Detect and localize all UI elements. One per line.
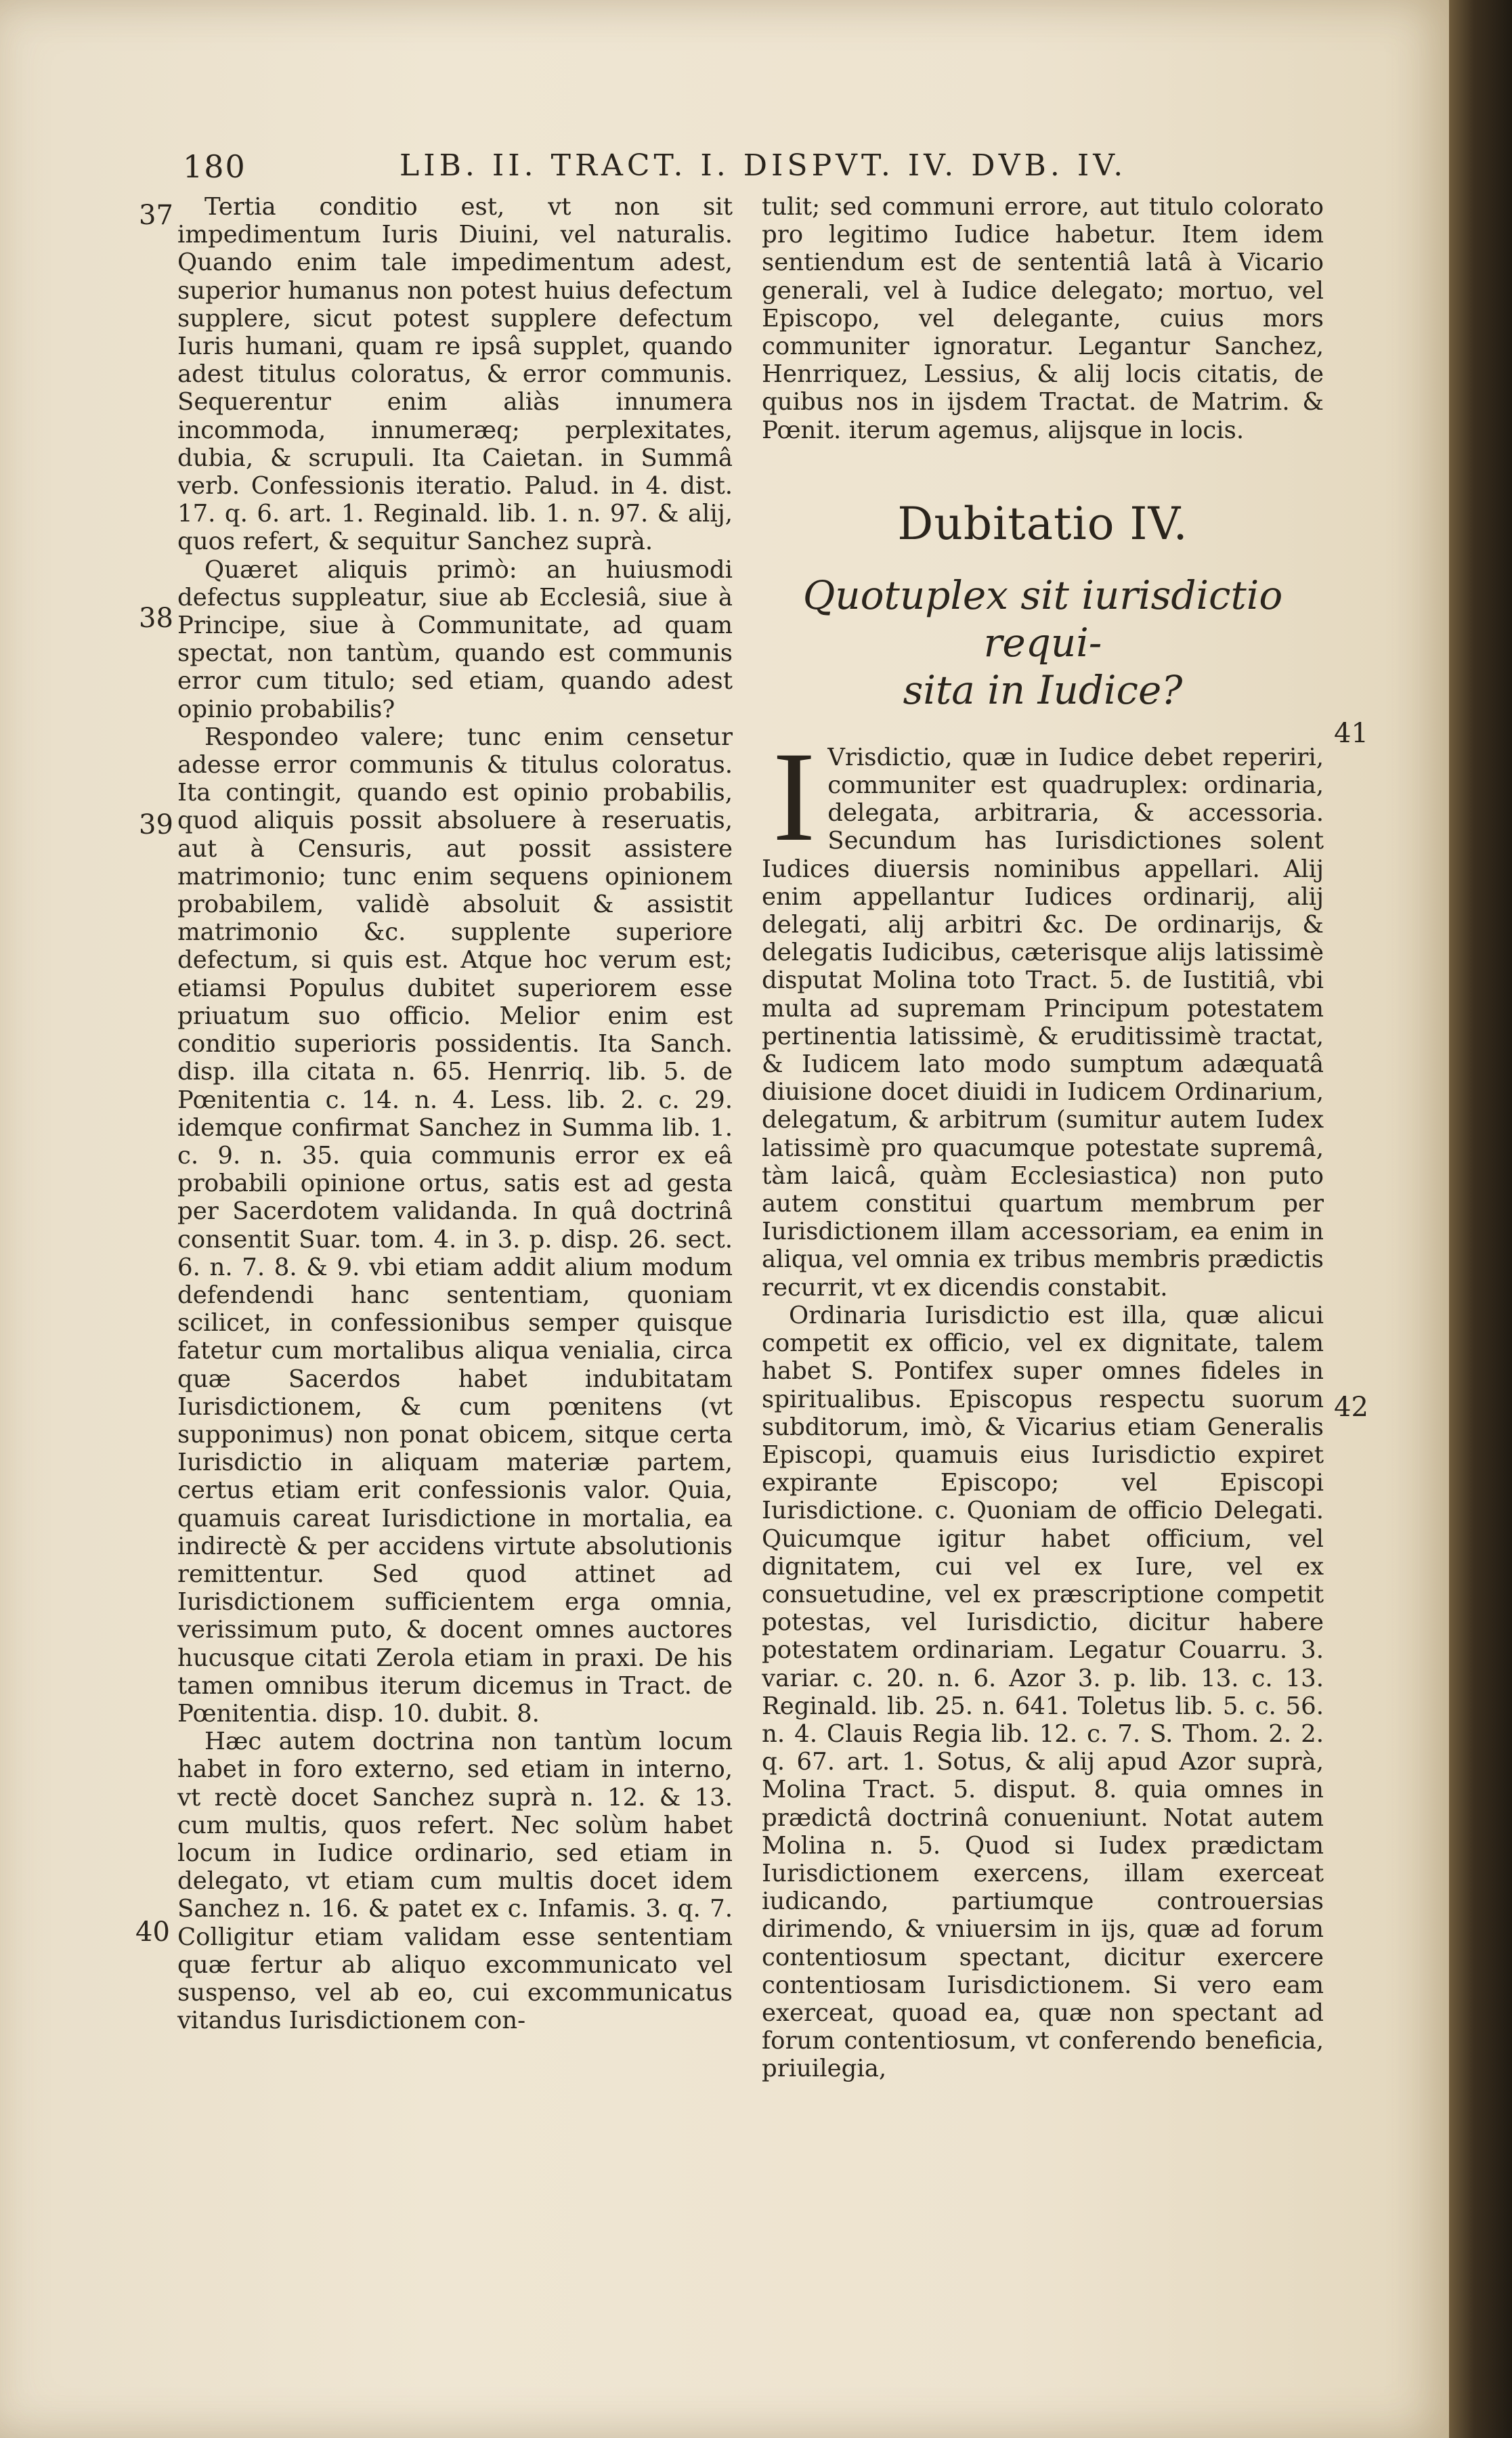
subheading-line-1: Quotuplex sit iurisdictio requi- bbox=[802, 572, 1283, 666]
margin-number-37: 37 bbox=[139, 200, 173, 231]
page-number: 180 bbox=[183, 148, 246, 185]
right-column bbox=[762, 193, 1324, 2083]
paragraph-41-block bbox=[762, 725, 1324, 1302]
running-head: LIB. II. TRACT. I. DISPVT. IV. DVB. IV. bbox=[399, 148, 1127, 183]
book-gutter bbox=[1449, 0, 1512, 2438]
paragraph-40: Hæc autem doctrina non tantùm locum habet in foro externo, sed etiam in interno, vt rectè docet Sanchez suprà n. 12. & 13. cum multis, quos refert. Nec solùm habet locum in Iudice ordinario, sed etiam in delegato, vt etiam cum multis docet idem Sanchez n. 16. & patet ex c. Infamis. 3. q. 7. Colligitur etiam validam esse sententiam quæ fertur ab aliquo excommunicato vel suspenso, vel ab eo, cui excommunicatus vitandus Iurisdictionem con- bbox=[177, 1728, 733, 2035]
margin-number-38: 38 bbox=[139, 603, 173, 634]
subheading-line-2: sita in Iudice? bbox=[903, 666, 1183, 713]
section-heading: Dubitatio IV. bbox=[897, 497, 1188, 550]
margin-number-40: 40 bbox=[135, 1917, 170, 1948]
paragraph-continued: tulit; sed communi errore, aut titulo colorato pro legitimo Iudice habetur. Item idem sentiendum est de sententiâ latâ à Vicario generali, vel à Iudice delegato; mortuo, vel Episcopo, vel delegante, cuius mors communiter ignoratur. Legantur Sanchez, Henrriquez, Lessius, & alij locis citatis, de quibus nos in ijsdem Tractat. de Matrim. & Pœnit. iterum agemus, alijsque in locis. bbox=[762, 193, 1324, 444]
margin-number-41: 41 bbox=[1334, 718, 1368, 749]
running-header bbox=[183, 146, 1239, 193]
margin-number-42: 42 bbox=[1334, 1392, 1368, 1423]
paragraph-38: Quæret aliquis primò: an huiusmodi defectus suppleatur, siue ab Ecclesiâ, siue à Principe, siue à Communitate, ad quam spectat, non tantùm, quando est communis error cum titulo; sed etiam, quando adest opinio probabilis? bbox=[177, 555, 733, 723]
drop-cap: I bbox=[773, 725, 816, 868]
paragraph-42: Ordinaria Iurisdictio est illa, quæ alicui competit ex officio, vel ex dignitate, talem habet S. Pontifex super omnes fideles in spiritualibus. Episcopus respectu suorum subditorum, imò, & Vicarius etiam Generalis Episcopi, quamuis eius Iurisdictio expiret expirante Episcopo; vel Episcopi Iurisdictione. c. Quoniam de officio Delegati. Quicumque igitur habet officium, vel dignitatem, cui vel ex Iure, vel ex consuetudine, vel ex præscriptione competit potestas, vel Iurisdictio, dicitur habere potestatem ordinariam. Legatur Couarru. 3. variar. c. 20. n. 6. Azor 3. p. lib. 13. c. 13. Reginald. lib. 25. n. 641. Toletus lib. 5. c. 56. n. 4. Clauis Regia lib. 12. c. 7. S. Thom. 2. 2. q. 67. art. 1. Sotus, & alij apud Azor suprà, Molina Tract. 5. disput. 8. quia omnes in prædictâ doctrinâ conueniunt. Notat autem Molina n. 5. Quod si Iudex prædictam Iurisdictionem exercens, illam exerceat iudicando, partiumque controuersias dirimendo, & vniuersim in ijs, quæ ad forum contentiosum spectant, dicitur exercere contentiosam Iurisdictionem. Si vero eam exerceat, quoad ea, quæ non spectant ad forum contentiosum, vt conferendo beneficia, priuilegia, bbox=[762, 1301, 1324, 2083]
paragraph-37: Tertia conditio est, vt non sit impedimentum Iuris Diuini, vel naturalis. Quando enim tale impedimentum adest, superior humanus non potest huius defectum supplere, sicut potest supplere defectum Iuris humani, quam re ipsâ supplet, quando adest titulus coloratus, & error communis. Sequerentur enim aliàs innumera incommoda, innumeræq; perplexitates, dubia, & scrupuli. Ita Caietan. in Summâ verb. Confessionis iteratio. Palud. in 4. dist. 17. q. 6. art. 1. Reginald. lib. 1. n. 97. & alij, quos refert, & sequitur Sanchez suprà. bbox=[177, 193, 733, 556]
margin-number-39: 39 bbox=[139, 809, 173, 840]
section-subheading bbox=[762, 572, 1324, 714]
paragraph-41: Vrisdictio, quæ in Iudice debet reperiri, communiter est quadruplex: ordinaria, delegata, arbitraria, & accessoria. Secundum has Iurisdictiones solent Iudices diuersis nominibus appellari. Alij enim appellantur Iudices ordinarij, alij delegati, alij arbitri &c. De ordinarijs, & delegatis Iudicibus, cæterisque alijs latissimè disputat Molina toto Tract. 5. de Iustitiâ, vbi multa ad supremam Principum potestatem pertinentia latissimè, & eruditissimè tractat, & Iudicem lato modo sumptum adæquatâ diuisione docet diuidi in Iudicem Ordinarium, delegatum, & arbitrum (sumitur autem Iudex latissimè pro quacumque potestate supremâ, tàm laicâ, quàm Ecclesiastica) non puto autem constitui quartum membrum per Iurisdictionem illam accessoriam, ea enim in aliqua, vel omnia ex tribus membris prædictis recurrit, vt ex dicendis constabit. bbox=[762, 743, 1324, 1302]
left-column bbox=[177, 193, 733, 2034]
paragraph-39: Respondeo valere; tunc enim censetur adesse error communis & titulus coloratus. Ita contingit, quando est opinio probabilis, quod aliquis possit absoluere à reseruatis, aut à Censuris, aut possit assistere matrimonio; tunc enim sequens opinionem probabilem, validè absoluit & assistit matrimonio &c. supplente superiore defectum, si quis est. Atque hoc verum est; etiamsi Populus dubitet superiorem esse priuatum suo officio. Melior enim est conditio superioris possidentis. Ita Sanch. disp. illa citata n. 65. Henrriq. lib. 5. de Pœnitentia c. 14. n. 4. Less. lib. 2. c. 29. idemque confirmat Sanchez in Summa lib. 1. c. 9. n. 35. quia communis error ex eâ probabili opinione ortus, satis est ad gesta per Sacerdotem validanda. In quâ doctrinâ consentit Suar. tom. 4. in 3. p. disp. 26. sect. 6. n. 7. 8. & 9. vbi etiam addit alium modum defendendi hanc sententiam, quoniam scilicet, in confessionibus semper quisque fatetur cum mortalibus aliqua venialia, circa quæ Sacerdos habet indubitatam Iurisdictionem, & cum pœnitens (vt supponimus) non ponat obicem, sitque certa Iurisdictio in aliquam materiæ partem, certus etiam erit confessionis valor. Quia, quamuis careat Iurisdictione in mortalia, ea indirectè & per accidens virtute absolutionis remittentur. Sed quod attinet ad Iurisdictionem sufficientem erga omnia, verissimum puto, & docent omnes auctores hucusque citati Zerola etiam in praxi. De his tamen omnibus iterum dicemus in Tract. de Pœnitentia. disp. 10. dubit. 8. bbox=[177, 723, 733, 1728]
